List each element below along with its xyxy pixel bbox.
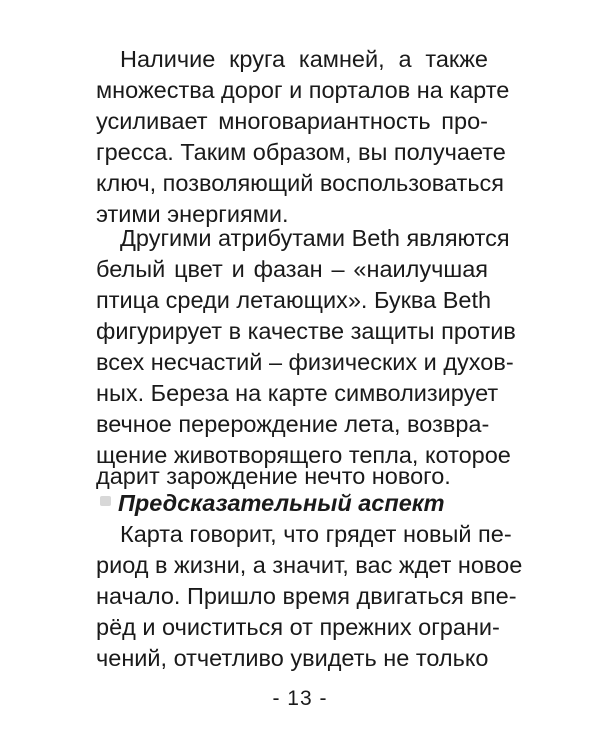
page-number: - 13 -	[272, 687, 328, 710]
paragraph-2-line-4: фигурирует в качестве защиты против	[96, 318, 516, 344]
paragraph-2-line-3: птица среди летающих». Буква Beth	[96, 287, 492, 313]
section-heading: Предсказательный аспект	[118, 490, 445, 516]
paragraph-2-line-2: белый цвет и фазан – «наилучшая	[96, 256, 488, 282]
paragraph-3-line-3: начало. Пришло время двигаться впе-	[96, 583, 517, 609]
paragraph-3-line-1: Карта говорит, что грядет новый пе-	[120, 521, 512, 547]
heading-marker	[100, 496, 111, 506]
paragraph-1-line-6: этими энергиями.	[96, 201, 289, 227]
paragraph-2-line-1: Другими атрибутами Beth являются	[120, 225, 510, 251]
paragraph-2-line-9: дарит зарождение нечто нового.	[96, 463, 451, 489]
paragraph-3-line-4: рёд и очиститься от прежних ограни-	[96, 614, 500, 640]
paragraph-1-line-1: Наличие круга камней, а также	[120, 46, 488, 72]
paragraph-3-line-2: риод в жизни, а значит, вас ждет новое	[96, 552, 523, 578]
paragraph-2-line-6: ных. Береза на карте символизирует	[96, 380, 499, 406]
paragraph-3-line-5: чений, отчетливо увидеть не только	[96, 645, 489, 671]
paragraph-1-line-2: множества дорог и порталов на карте	[96, 77, 510, 103]
paragraph-1-line-5: ключ, позволяющий воспользоваться	[96, 170, 505, 196]
paragraph-1-line-3: усиливает многовариантность про-	[96, 108, 488, 134]
paragraph-2-line-7: вечное перерождение лета, возвра-	[96, 411, 490, 437]
paragraph-2-line-8: щение животворящего тепла, которое	[96, 442, 511, 468]
paragraph-1-line-4: гресса. Таким образом, вы получаете	[96, 139, 506, 165]
paragraph-2-line-5: всех несчастий – физических и духов-	[96, 349, 514, 375]
